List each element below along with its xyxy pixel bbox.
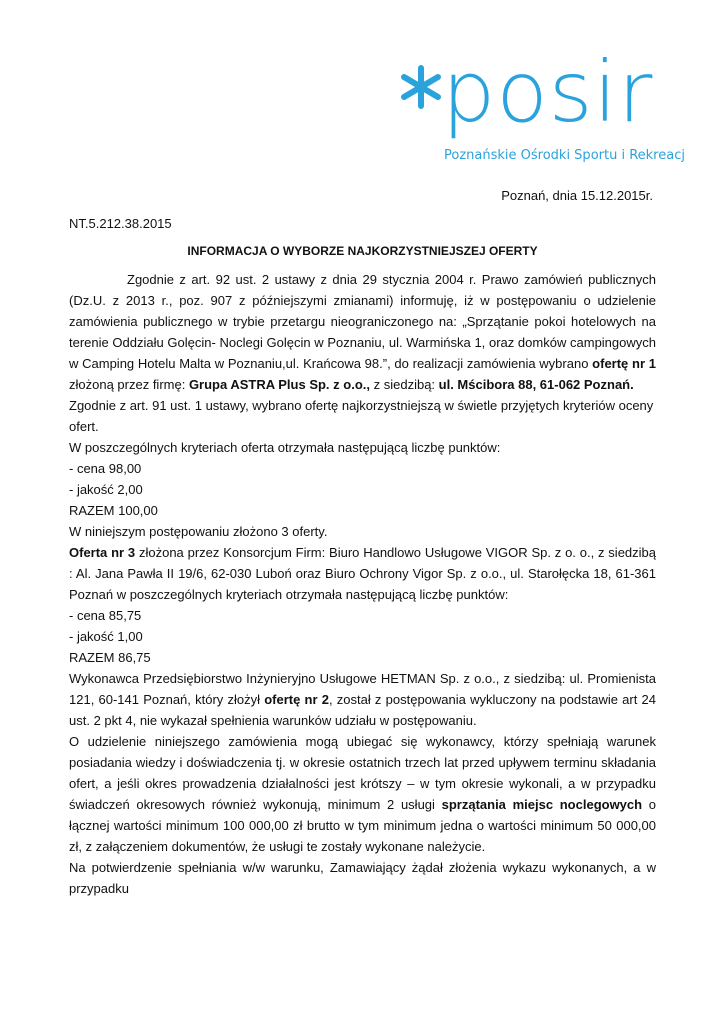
paragraph-criteria: W poszczególnych kryteriach oferta otrzymała następującą liczbę punktów: [69, 440, 501, 455]
company-name: Grupa ASTRA Plus Sp. z o.o., [188, 377, 370, 392]
offer3-label: Oferta nr 3 [69, 545, 136, 560]
conditions-text-2: o łącznej wartości minimum 100 000,00 zł brutto w tym minimum jedna o wartości minimum 50 000,00 zł, z załączeniem dokumentów, że usługi te zostały wykonane należycie. [69, 797, 657, 854]
offer3-quality: - jakość 1,00 [69, 629, 143, 644]
paragraph-exclusion [69, 668, 656, 731]
offer3-total: RAZEM 86,75 [69, 650, 151, 665]
paragraph-offer-count: W niniejszym postępowaniu złożono 3 oferty. [69, 524, 328, 539]
posir-logo [398, 43, 685, 178]
document-body [69, 269, 656, 899]
paragraph-confirmation: Na potwierdzenie spełniania w/w warunku, Zamawiający żądał złożenia wykazu wykonanych, a w przypadku [69, 860, 656, 896]
exclusion-text: Wykonawca Przedsiębiorstwo Inżynieryjno Usługowe HETMAN Sp. z o.o., z siedzibą: ul. Promienista 121, 60-141 Poznań, który złożył [69, 671, 656, 707]
paragraph-selection: Zgodnie z art. 91 ust. 1 ustawy, wybrano ofertę najkorzystniejszą w świetle przyjętych kryteriów oceny ofert. [69, 398, 654, 434]
offer1-price: - cena 98,00 [69, 461, 142, 476]
reference-number: NT.5.212.38.2015 [69, 216, 172, 231]
selected-offer: ofertę nr 1 [592, 356, 656, 371]
logo-subtitle: Poznańskie Ośrodki Sportu i Rekreacj [444, 148, 685, 163]
offer1-quality: - jakość 2,00 [69, 482, 143, 497]
document-date: Poznań, dnia 15.12.2015r. [501, 188, 653, 203]
document-title: INFORMACJA O WYBORZE NAJKORZYSTNIEJSZEJ OFERTY [187, 244, 538, 258]
paragraph-intro [69, 269, 656, 395]
intro-text-2: złożoną przez firmę: [69, 377, 189, 392]
conditions-text: O udzielenie niniejszego zamówienia mogą ubiegać się wykonawcy, którzy spełniają warunek posiadania wiedzy i doświadczenia tj. w okresie ostatnich trzech lat przed upływem terminu składania ofert, a jeśli okres prowadzenia działalności jest krótszy – w tym okresie wykonali, a w przypadku świadczeń okresowych również wykonują, minimum 2 usługi [69, 734, 656, 812]
offer3-price: - cena 85,75 [69, 608, 142, 623]
paragraph-conditions [69, 731, 656, 857]
logo-wordmark: posir [442, 43, 654, 141]
intro-text-3: z siedzibą: [370, 377, 439, 392]
offer1-total: RAZEM 100,00 [69, 503, 158, 518]
company-address: ul. Mścibora 88, 61-062 Poznań. [438, 377, 634, 392]
paragraph-offer3 [69, 542, 656, 605]
conditions-service: sprzątania miejsc noclegowych [441, 797, 643, 812]
intro-text: Zgodnie z art. 92 ust. 2 ustawy z dnia 29 stycznia 2004 r. Prawo zamówień publicznych (Dz.U. z 2013 r., poz. 907 z późniejszymi zmianami) informuję, iż w postępowaniu o udzielenie zamówienia publicznego w trybie przetargu nieograniczonego na: „Sprzątanie pokoi hotelowych na terenie Oddziału Golęcin- Noclegi Golęcin w Poznaniu, ul. Warmińska 1, oraz domków campingowych w Camping Hotelu Malta w Poznaniu,ul. Krańcowa 98.”, do realizacji zamówienia wybrano [69, 272, 656, 371]
excluded-offer: ofertę nr 2 [264, 692, 329, 707]
offer3-text: złożona przez Konsorcjum Firm: Biuro Handlowo Usługowe VIGOR Sp. z o. o., z siedzibą : Al. Jana Pawła II 19/6, 62-030 Luboń oraz Biuro Ochrony Vigor Sp. z o.o., ul. Starołęcka 18, 61-361 Poznań w poszczególnych kryteriach otrzymała następującą liczbę punktów: [69, 545, 657, 602]
asterisk-icon [398, 64, 444, 110]
exclusion-text-2: , został z postępowania wykluczony na podstawie art 24 ust. 2 pkt 4, nie wykazał spełnienia warunków udziału w postępowaniu. [69, 692, 656, 728]
